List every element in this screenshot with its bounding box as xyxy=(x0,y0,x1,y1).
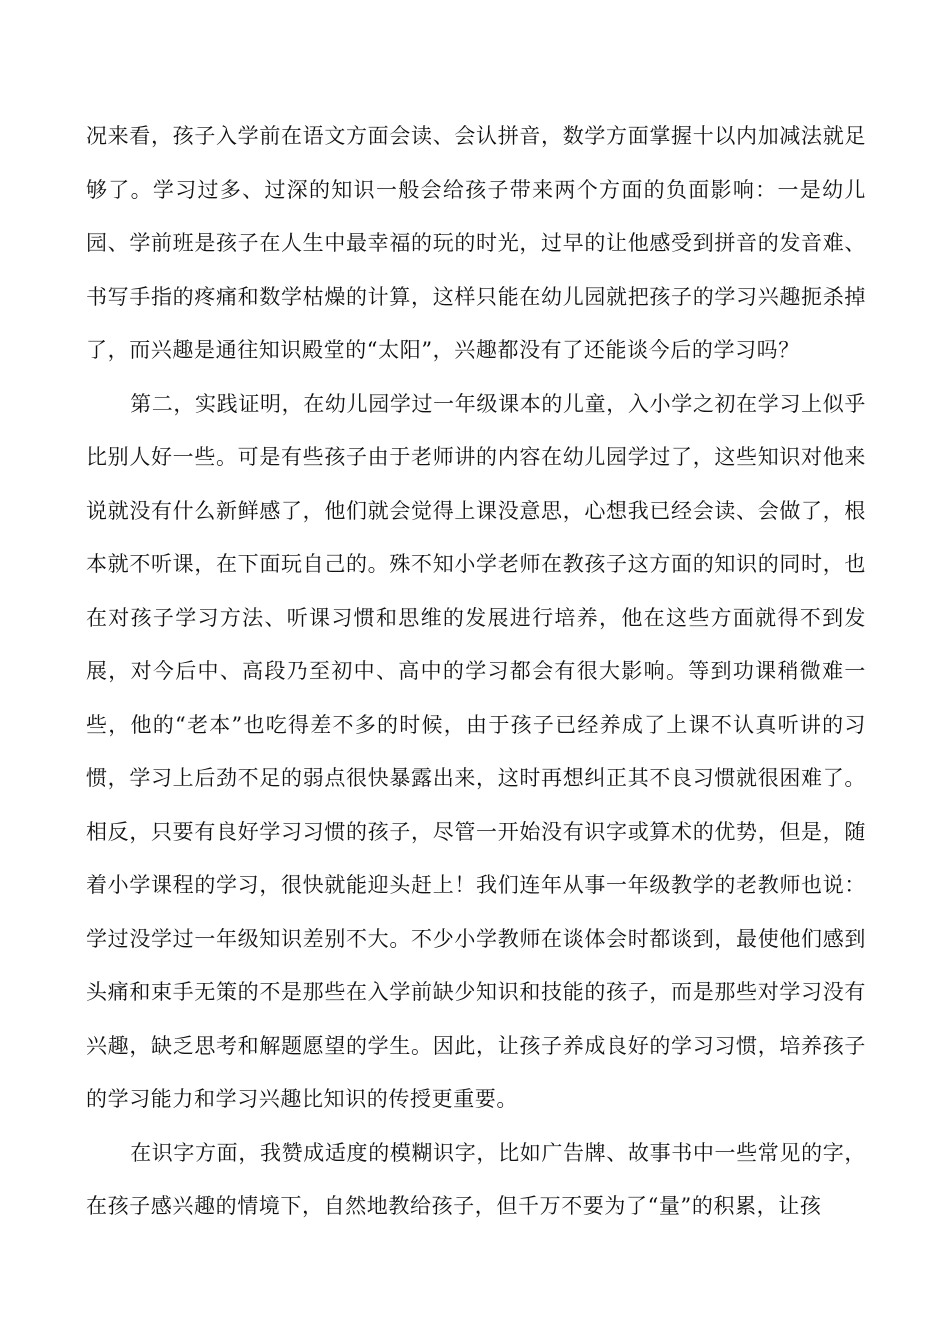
paragraph-literacy: 在识字方面，我赞成适度的模糊识字，比如广告牌、故事书中一些常见的字，在孩子感兴趣的情境下，自然地教给孩子，但千万不要为了“量”的积累，让孩 xyxy=(86,1140,866,1218)
paragraph-continuation: 况来看，孩子入学前在语文方面会读、会认拼音，数学方面掌握十以内加减法就足够了。学习过多、过深的知识一般会给孩子带来两个方面的负面影响：一是幼儿园、学前班是孩子在人生中最幸福的玩的时光，过早的让他感受到拼音的发音难、书写手指的疼痛和数学枯燥的计算，这样只能在幼儿园就把孩子的学习兴趣扼杀掉了，而兴趣是通往知识殿堂的“太阳”，兴趣都没有了还能谈今后的学习吗？ xyxy=(86,124,866,362)
paragraph-second-point: 第二，实践证明，在幼儿园学过一年级课本的儿童，入小学之初在学习上似乎比别人好一些。可是有些孩子由于老师讲的内容在幼儿园学过了，这些知识对他来说就没有什么新鲜感了，他们就会觉得上课没意思，心想我已经会读、会做了，根本就不听课，在下面玩自己的。殊不知小学老师在教孩子这方面的知识的同时，也在对孩子学习方法、听课习惯和思维的发展进行培养，他在这些方面就得不到发展，对今后中、高段乃至初中、高中的学习都会有很大影响。等到功课稍微难一些，他的“老本”也吃得差不多的时候，由于孩子已经养成了上课不认真听讲的习惯，学习上后劲不足的弱点很快暴露出来，这时再想纠正其不良习惯就很困难了。相反，只要有良好学习习惯的孩子，尽管一开始没有识字或算术的优势，但是，随着小学课程的学习，很快就能迎头赶上！我们连年从事一年级教学的老教师也说：学过没学过一年级知识差别不大。不少小学教师在谈体会时都谈到，最使他们感到头痛和束手无策的不是那些在入学前缺少知识和技能的孩子，而是那些对学习没有兴趣，缺乏思考和解题愿望的学生。因此，让孩子养成良好的学习习惯，培养孩子的学习能力和学习兴趣比知识的传授更重要。 xyxy=(86,391,866,1111)
document-page xyxy=(86,110,866,1234)
